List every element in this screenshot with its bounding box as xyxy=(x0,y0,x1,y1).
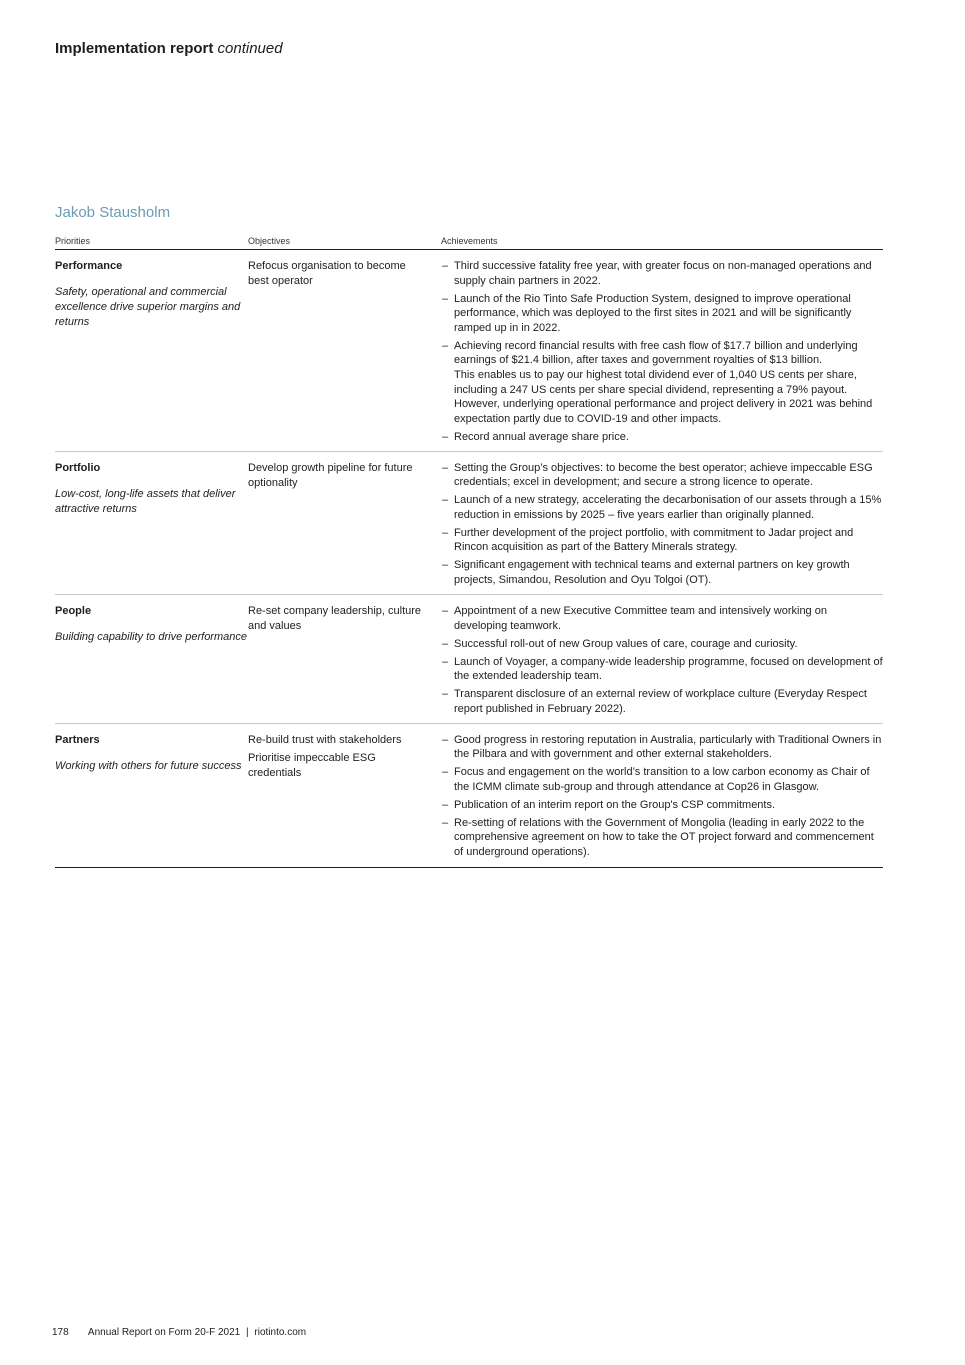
priority-description: Low-cost, long-life assets that deliver attractive returns xyxy=(55,487,236,515)
priority-cell xyxy=(55,604,248,720)
table-row xyxy=(55,595,883,724)
achievement-line: However, underlying operational performance and project delivery in 2021 was behind expectation partly due to COVID-19 and other impacts. xyxy=(454,398,873,425)
achievements-list xyxy=(441,259,883,444)
achievements-cell xyxy=(441,461,883,591)
achievement-item: – Setting the Group’s objectives: to become the best operator; achieve impeccable ESG credentials; excel in development; and secure a strong licence to operate. xyxy=(441,461,883,490)
header-achievements: Achievements xyxy=(441,236,498,246)
achievements-cell xyxy=(441,733,883,863)
achievement-item: – Publication of an interim report on the Group's CSP commitments. xyxy=(441,798,883,813)
achievement-item: – Further development of the project portfolio, with commitment to Jadar project and Rincon acquisition as part of the Battery Minerals strategy. xyxy=(441,526,883,555)
page-footer xyxy=(52,1327,306,1338)
person-name-heading: Jakob Stausholm xyxy=(55,204,171,221)
objective-text: Re-set company leadership, culture and values xyxy=(248,605,422,632)
achievement-item: – Successful roll-out of new Group values of care, courage and curiosity. xyxy=(441,637,883,652)
website-link[interactable]: riotinto.com xyxy=(254,1327,307,1338)
priority-description: Safety, operational and commercial excellence drive superior margins and returns xyxy=(55,286,241,328)
achievements-list xyxy=(441,604,883,716)
achievement-item: – Transparent disclosure of an external review of workplace culture (Everyday Respect report published in February 2022). xyxy=(441,687,883,716)
table-row xyxy=(55,724,883,868)
priority-title: Partners xyxy=(55,733,100,746)
priority-description: Building capability to drive performance xyxy=(55,631,247,643)
achievement-item: – Launch of Voyager, a company-wide leadership programme, focused on development of the extended leadership team. xyxy=(441,655,883,684)
priority-cell xyxy=(55,461,248,591)
achievement-line: Achieving record financial results with free cash flow of $17.7 billion and underlying earnings of $21.4 billion, after taxes and government royalties of $13 billion. xyxy=(454,339,858,367)
objectives-cell xyxy=(248,604,441,720)
achievement-item: – Launch of the Rio Tinto Safe Production System, designed to improve operational performance, which was deployed to the first sites in 2021 and will be significantly ramped up in in 2022. xyxy=(441,292,883,336)
achievements-list xyxy=(441,461,883,588)
achievements-cell xyxy=(441,604,883,720)
objective-text: Prioritise impeccable ESG credentials xyxy=(248,751,376,779)
header-priorities: Priorities xyxy=(55,236,91,246)
priority-description: Working with others for future success xyxy=(55,759,242,772)
achievement-line: This enables us to pay our highest total dividend ever of 1,040 US cents per share, including a 247 US cents per share special dividend, representing a 79% payout. xyxy=(454,368,857,396)
running-head xyxy=(55,40,283,57)
section-title: Implementation report xyxy=(55,40,214,57)
objective-text: Refocus organisation to become best operator xyxy=(248,260,406,287)
achievement-item: – Re-setting of relations with the Government of Mongolia (leading in early 2022 to the comprehensive agreement on how to take the OT project forward and commencement of underground operations). xyxy=(441,816,883,860)
objective-text: Re-build trust with stakeholders xyxy=(248,733,402,746)
table-row xyxy=(55,452,883,595)
achievement-item: – Third successive fatality free year, with greater focus on non-managed operations and supply chain partners in 2022. xyxy=(441,259,883,288)
header-objectives: Objectives xyxy=(248,236,291,246)
objectives-cell xyxy=(248,259,441,448)
priority-title: People xyxy=(55,605,92,617)
footer-separator: | xyxy=(246,1327,249,1338)
continued-label: continued xyxy=(217,40,283,57)
achievements-list xyxy=(441,733,883,860)
objective-text: Develop growth pipeline for future optionality xyxy=(248,461,413,489)
table-row xyxy=(55,250,883,452)
objectives-cell xyxy=(248,733,441,863)
achievement-item: – Significant engagement with technical teams and external partners on key growth projects, Simandou, Resolution and Oyu Tolgoi (OT). xyxy=(441,558,883,587)
achievement-item: – Good progress in restoring reputation in Australia, particularly with Traditional Owners in the Pilbara and with government and other external stakeholders. xyxy=(441,733,883,762)
achievement-item: – Record annual average share price. xyxy=(441,430,883,445)
achievement-item xyxy=(441,339,883,427)
priority-cell xyxy=(55,259,248,448)
report-title: Annual Report on Form 20-F 2021 xyxy=(87,1327,241,1338)
table-header xyxy=(55,236,883,250)
priorities-table xyxy=(55,236,883,868)
achievement-item: – Focus and engagement on the world’s transition to a low carbon economy as Chair of the ICMM climate sub-group and through attendance at Cop26 in Glasgow. xyxy=(441,765,883,794)
priority-title: Portfolio xyxy=(55,461,101,474)
priority-title: Performance xyxy=(55,260,123,272)
achievement-item: – Launch of a new strategy, accelerating the decarbonisation of our assets through a 15% reduction in emissions by 2025 – five years earlier than originally planned. xyxy=(441,493,883,522)
objectives-cell xyxy=(248,461,441,591)
achievement-item: – Appointment of a new Executive Committee team and intensively working on developing teamwork. xyxy=(441,604,883,633)
page-number: 178 xyxy=(52,1327,69,1338)
priority-cell xyxy=(55,733,248,863)
achievements-cell xyxy=(441,259,883,448)
